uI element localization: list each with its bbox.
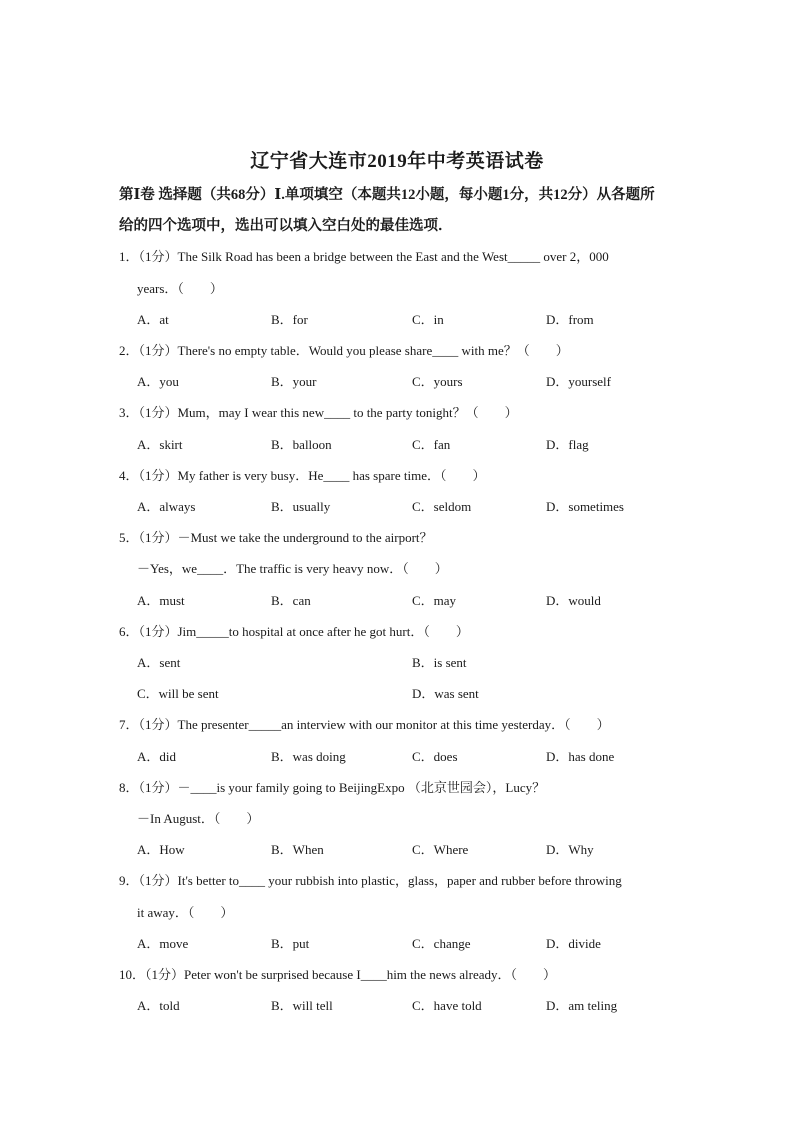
question-9-option-d: D．divide — [546, 936, 601, 951]
question-3-stem-line-1: 3．（1分）Mum，may I wear this new____ to the party tonight？（ ） — [119, 405, 518, 420]
question-3-option-d: D．flag — [546, 437, 589, 452]
question-10-option-a: A．told — [137, 998, 180, 1013]
question-5-option-d: D．would — [546, 593, 601, 608]
question-4-option-b: B．usually — [271, 499, 331, 514]
question-9-stem-line-2: it away．（ ） — [137, 905, 234, 920]
question-1-option-a: A．at — [137, 312, 169, 327]
question-3-option-c: C．fan — [412, 437, 451, 452]
question-4-option-d: D．sometimes — [546, 499, 624, 514]
section-instructions — [119, 180, 679, 242]
question-10-stem-line-1: 10．（1分）Peter won't be surprised because I____him the news already．（ ） — [119, 967, 557, 982]
question-2-stem-line-1: 2．（1分）There's no empty table．Would you please share____ with me？（ ） — [119, 343, 569, 358]
section-instructions-line-2: 给的四个选项中，选出可以填入空白处的最佳选项． — [119, 218, 453, 234]
question-5-stem-line-2: －Yes，we____．The traffic is very heavy now．（ ） — [137, 561, 448, 576]
question-8-option-b: B．When — [271, 842, 324, 857]
question-8-option-d: D．Why — [546, 842, 594, 857]
question-1-stem-line-2: years．（ ） — [137, 281, 223, 296]
question-8-option-a: A．How — [137, 842, 185, 857]
question-10-option-c: C．have told — [412, 998, 482, 1013]
question-8-option-c: C．Where — [412, 842, 469, 857]
question-6-stem-line-1: 6．（1分）Jim_____to hospital at once after he got hurt．（ ） — [119, 624, 469, 639]
question-5-option-a: A．must — [137, 593, 185, 608]
section-instructions-line-1: 第Ⅰ卷 选择题（共68分）Ⅰ.单项填空（本题共12小题，每小题1分，共12分）从各题所 — [119, 187, 655, 203]
question-4-option-c: C．seldom — [412, 499, 472, 514]
page-title: 辽宁省大连市2019年中考英语试卷 — [250, 151, 544, 172]
question-1-option-b: B．for — [271, 312, 308, 327]
question-7-option-d: D．has done — [546, 749, 615, 764]
question-7-option-b: B．was doing — [271, 749, 346, 764]
question-6-option-a: A．sent — [137, 655, 181, 670]
question-2-option-d: D．yourself — [546, 374, 611, 389]
question-1-stem-line-1: 1．（1分）The Silk Road has been a bridge between the East and the West_____ over 2，000 — [119, 249, 609, 264]
question-3-option-a: A．skirt — [137, 437, 183, 452]
question-9-option-a: A．move — [137, 936, 189, 951]
question-2-option-a: A．you — [137, 374, 179, 389]
question-1-option-d: D．from — [546, 312, 594, 327]
question-8-stem-line-2: －In August．（ ） — [137, 811, 260, 826]
question-7-option-a: A．did — [137, 749, 177, 764]
question-6-option-b: B．is sent — [412, 655, 467, 670]
question-4-stem-line-1: 4．（1分）My father is very busy．He____ has spare time．（ ） — [119, 468, 486, 483]
question-9-option-b: B．put — [271, 936, 310, 951]
question-3-option-b: B．balloon — [271, 437, 332, 452]
question-6-option-c: C．will be sent — [137, 686, 219, 701]
question-2-option-b: B．your — [271, 374, 317, 389]
question-5-stem-line-1: 5．（1分）－Must we take the underground to the airport？ — [119, 530, 433, 545]
question-4-option-a: A．always — [137, 499, 196, 514]
question-5-option-c: C．may — [412, 593, 457, 608]
question-2-option-c: C．yours — [412, 374, 463, 389]
question-1-option-c: C．in — [412, 312, 444, 327]
question-8-stem-line-1: 8．（1分）－____is your family going to BeijingExpo （北京世园会），Lucy？ — [119, 780, 546, 795]
question-7-option-c: C．does — [412, 749, 458, 764]
question-9-option-c: C．change — [412, 936, 471, 951]
question-9-stem-line-1: 9．（1分）It's better to____ your rubbish into plastic，glass，paper and rubber before throwing — [119, 873, 622, 888]
question-10-option-b: B．will tell — [271, 998, 333, 1013]
question-7-stem-line-1: 7．（1分）The presenter_____an interview with our monitor at this time yesterday．（ ） — [119, 717, 610, 732]
question-5-option-b: B．can — [271, 593, 311, 608]
question-6-option-d: D．was sent — [412, 686, 479, 701]
question-10-option-d: D．am teling — [546, 998, 618, 1013]
